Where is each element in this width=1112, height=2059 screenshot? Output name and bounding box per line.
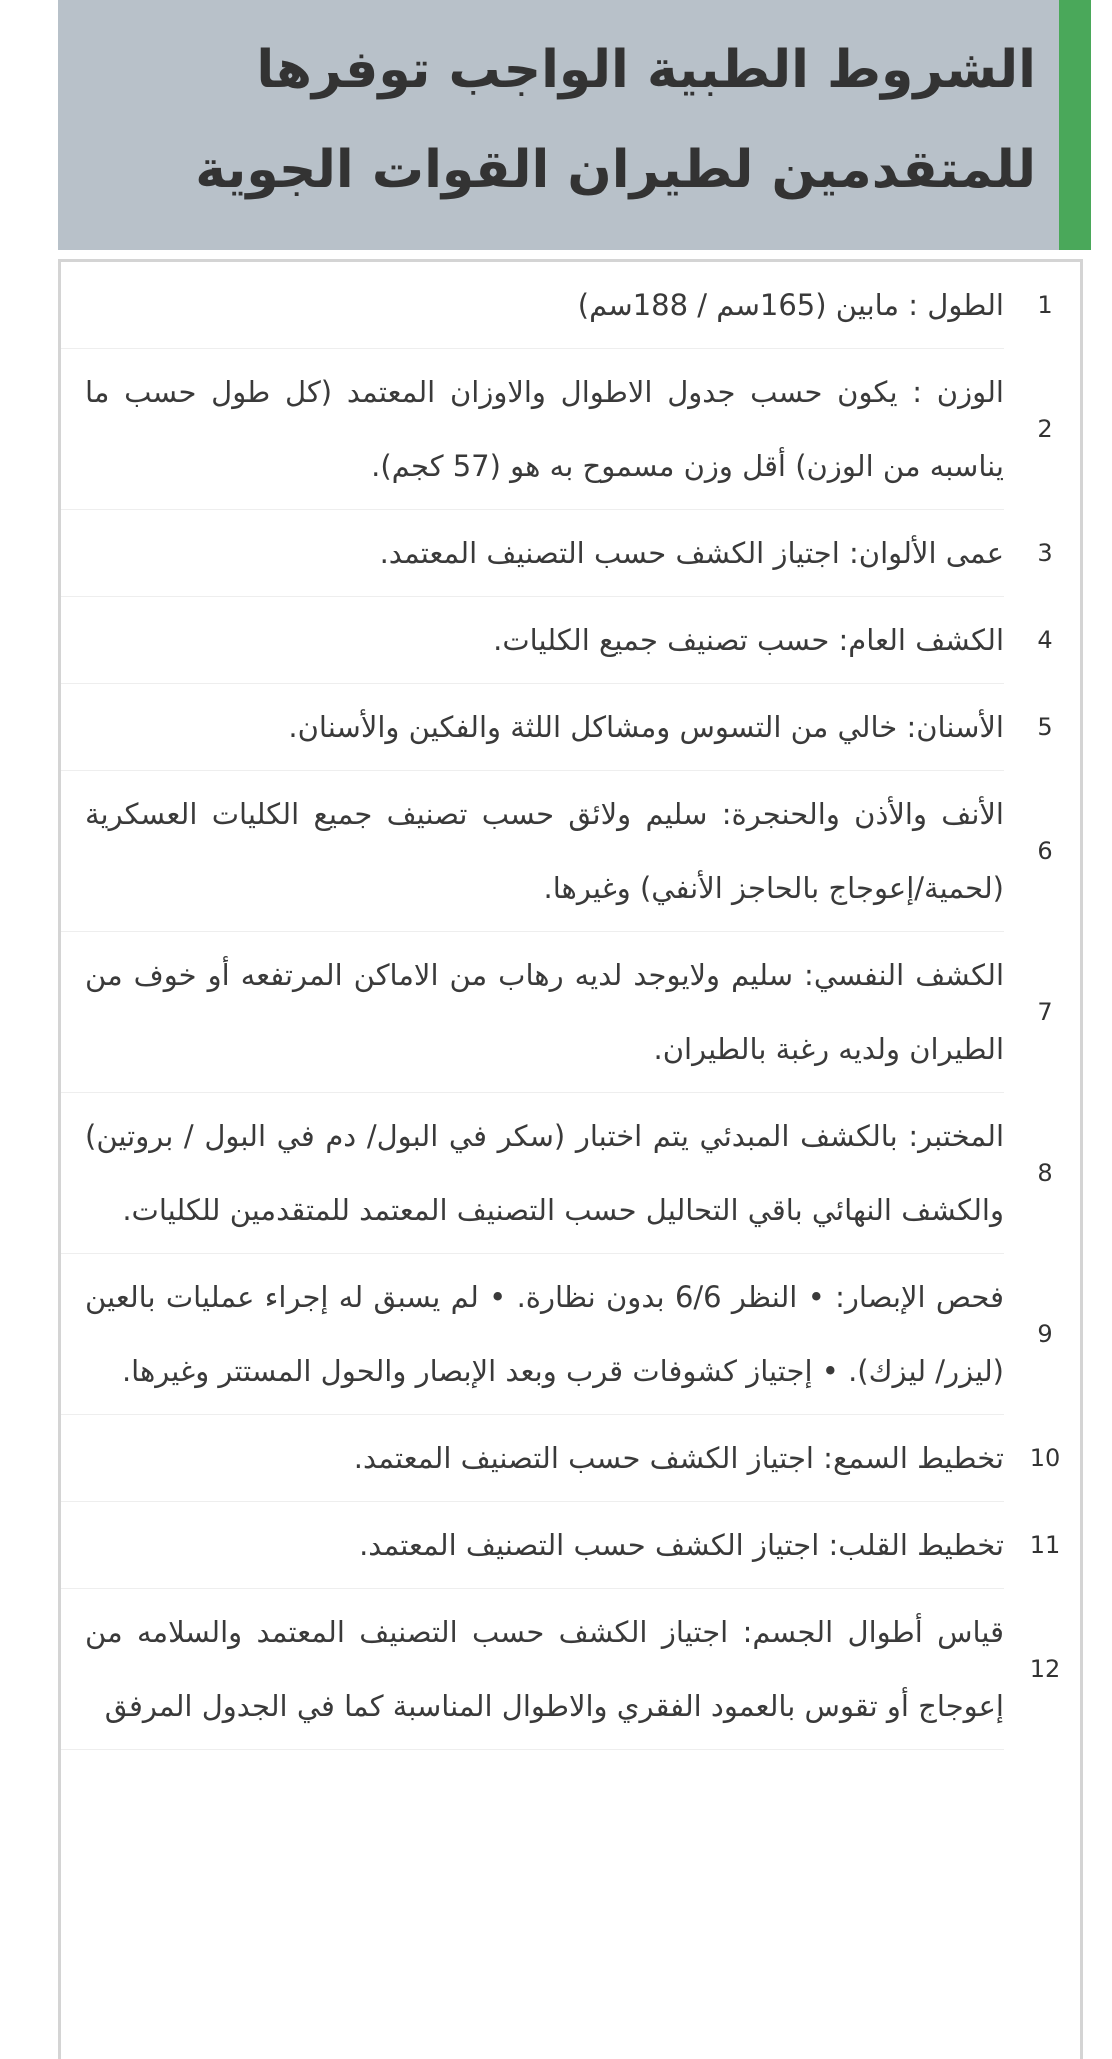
row-text: الطول : مابين (165سم / 188سم) (61, 262, 1004, 349)
table-row (61, 1415, 1080, 1502)
table-row (61, 932, 1080, 1093)
row-number: 11 (1029, 1531, 1061, 1559)
row-text: قياس أطوال الجسم: اجتياز الكشف حسب التصنيف المعتمد والسلامه من إعوجاج أو تقوس بالعمود الفقري والاطوال المناسبة كما في الجدول المرفق (61, 1589, 1004, 1750)
page-title: الشروط الطبية الواجب توفرها للمتقدمين لطيران القوات الجوية (195, 40, 1036, 200)
table-row (61, 1093, 1080, 1254)
row-number: 7 (1037, 998, 1053, 1026)
table-row (61, 1589, 1080, 1750)
row-text: الكشف العام: حسب تصنيف جميع الكليات. (61, 597, 1004, 684)
table-row (61, 597, 1080, 684)
row-number: 10 (1029, 1444, 1061, 1472)
row-number: 3 (1037, 539, 1053, 567)
row-text: الأسنان: خالي من التسوس ومشاكل اللثة والفكين والأسنان. (61, 684, 1004, 771)
row-number: 4 (1037, 626, 1053, 654)
row-number: 12 (1029, 1655, 1061, 1683)
row-number: 6 (1037, 837, 1053, 865)
row-text: تخطيط القلب: اجتياز الكشف حسب التصنيف المعتمد. (61, 1502, 1004, 1589)
row-number: 1 (1037, 291, 1053, 320)
page-header (58, 0, 1091, 250)
row-number: 9 (1037, 1320, 1053, 1348)
table-row (61, 1502, 1080, 1589)
row-text: عمى الألوان: اجتياز الكشف حسب التصنيف المعتمد. (61, 510, 1004, 597)
row-text: الوزن : يكون حسب جدول الاطوال والاوزان المعتمد (كل طول حسب ما يناسبه من الوزن) أقل وزن مسموح به هو (57 كجم). (61, 349, 1004, 510)
row-text: الأنف والأذن والحنجرة: سليم ولائق حسب تصنيف جميع الكليات العسكرية (لحمية/إعوجاج بالحاجز الأنفي) وغيرها. (61, 771, 1004, 932)
row-text: تخطيط السمع: اجتياز الكشف حسب التصنيف المعتمد. (61, 1415, 1004, 1502)
row-number: 8 (1037, 1159, 1053, 1187)
row-text: الكشف النفسي: سليم ولايوجد لديه رهاب من الاماكن المرتفعه أو خوف من الطيران ولديه رغبة بالطيران. (61, 932, 1004, 1093)
table-row (61, 510, 1080, 597)
table-row (61, 349, 1080, 510)
row-text: فحص الإبصار: • النظر 6/6 بدون نظارة. • لم يسبق له إجراء عمليات بالعين (ليزر/ ليزك). • إجتياز كشوفات قرب وبعد الإبصار والحول المستتر وغيرها. (61, 1254, 1004, 1415)
table-row (61, 684, 1080, 771)
requirements-table (61, 262, 1080, 1750)
table-row (61, 262, 1080, 349)
table-row (61, 771, 1080, 932)
row-number: 5 (1037, 713, 1053, 741)
row-number: 2 (1037, 415, 1053, 443)
row-text: المختبر: بالكشف المبدئي يتم اختبار (سكر في البول/ دم في البول / بروتين) والكشف النهائي باقي التحاليل حسب التصنيف المعتمد للمتقدمين للكليات. (61, 1093, 1004, 1254)
header-accent-bar (1059, 0, 1091, 250)
table-row (61, 1254, 1080, 1415)
requirements-table-container (58, 259, 1083, 2059)
